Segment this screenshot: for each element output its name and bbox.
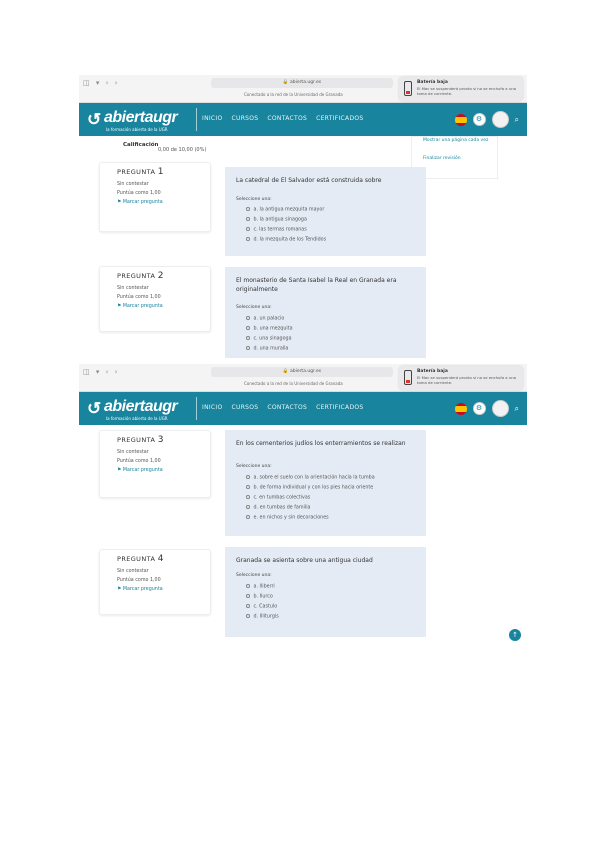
radio-icon[interactable] <box>246 217 250 221</box>
site-header <box>79 392 527 425</box>
network-banner: Conectado a la red de la Universidad de Granada <box>244 381 343 386</box>
radio-icon[interactable] <box>246 515 250 519</box>
radio-icon[interactable] <box>246 594 250 598</box>
site-logo[interactable] <box>83 106 191 133</box>
question-status: Sin contestar <box>117 450 149 455</box>
answer-option[interactable]: c. una sinagoga <box>246 336 292 341</box>
answer-option[interactable]: b. una mezquita <box>246 326 293 331</box>
site-logo[interactable] <box>83 395 191 422</box>
show-one-page-link[interactable]: Mostrar una página cada vez <box>423 138 489 143</box>
network-banner: Conectado a la red de la Universidad de Granada <box>244 92 343 97</box>
answers-label: Seleccione una: <box>236 305 272 310</box>
radio-icon[interactable] <box>246 326 250 330</box>
answer-option[interactable]: d. la mezquita de los Tendidos <box>246 237 326 242</box>
radio-icon[interactable] <box>246 614 250 618</box>
flag-question-link[interactable]: ⚑ Marcar pregunta <box>117 304 163 309</box>
header-actions <box>455 400 519 417</box>
radio-icon[interactable] <box>246 475 250 479</box>
grade-value: 0,00 de 10,00 (0%) <box>158 147 207 153</box>
menu-item-inicio[interactable]: INICIO <box>202 115 223 122</box>
search-icon[interactable]: ⌕ <box>514 114 519 124</box>
question-number: PREGUNTA 2 <box>117 271 164 281</box>
nav-divider <box>196 108 197 131</box>
question-score: Puntúa como 1,00 <box>117 578 161 583</box>
menu-item-certificados[interactable]: CERTIFICADOS <box>316 115 364 122</box>
menu-item-inicio[interactable]: INICIO <box>202 404 223 411</box>
question-content <box>225 267 426 358</box>
flag-icon: ⚑ <box>117 200 123 205</box>
flag-icon: ⚑ <box>117 587 123 592</box>
radio-icon[interactable] <box>246 227 250 231</box>
logo-mark: ↺ <box>87 110 102 129</box>
browser-toolbar <box>79 364 527 392</box>
header-actions <box>455 111 519 128</box>
question-status: Sin contestar <box>117 569 149 574</box>
question-number: PREGUNTA 4 <box>117 554 164 564</box>
question-text: Granada se asienta sobre una antigua ciudad <box>236 557 373 564</box>
address-bar[interactable] <box>211 78 393 88</box>
url-text: abierta.ugr.es <box>289 80 322 85</box>
spain-flag-icon[interactable] <box>455 114 467 126</box>
browser-nav-controls[interactable]: ◫ ▾ ‹ › <box>83 368 120 376</box>
arrow-up-icon[interactable]: ↑ <box>509 629 521 641</box>
site-header <box>79 103 527 136</box>
radio-icon[interactable] <box>246 207 250 211</box>
notification-body: El Mac se suspenderá pronto si no se enchufa a una toma de corriente. <box>417 86 516 96</box>
lock-icon: 🔒 <box>282 80 289 85</box>
main-menu <box>202 404 364 411</box>
question-info-card <box>99 266 211 332</box>
menu-item-cursos[interactable]: CURSOS <box>231 404 259 411</box>
notification-body: El Mac se suspenderá pronto si no se enchufa a una toma de corriente. <box>417 375 516 385</box>
battery-notification[interactable] <box>399 77 523 101</box>
answer-option[interactable]: d. en tumbas de familia <box>246 505 310 510</box>
question-content <box>225 430 426 536</box>
question-score: Puntúa como 1,00 <box>117 295 161 300</box>
main-menu <box>202 115 364 122</box>
radio-icon[interactable] <box>246 505 250 509</box>
radio-icon[interactable] <box>246 316 250 320</box>
browser-toolbar <box>79 75 527 103</box>
screenshot-1 <box>79 75 527 358</box>
answers-label: Seleccione una: <box>236 464 272 469</box>
search-icon[interactable]: ⌕ <box>514 403 519 413</box>
answer-option[interactable]: b. la antigua sinagoga <box>246 217 307 222</box>
answers-label: Seleccione una: <box>236 573 272 578</box>
battery-icon <box>404 370 412 385</box>
answer-option[interactable]: b. de forma individual y con los pies hacia oriente <box>246 485 373 490</box>
question-text: El monasterio de Santa Isabel la Real en Granada era originalmente <box>236 277 397 293</box>
question-text: En los cementerios judíos los enterramientos se realizan <box>236 440 406 447</box>
answer-option[interactable]: b. Ilurco <box>246 594 273 599</box>
question-info-card <box>99 430 211 498</box>
answer-option[interactable]: a. sobre el suelo con la orientación hacia la tumba <box>246 475 375 480</box>
radio-icon[interactable] <box>246 336 250 340</box>
question-number: PREGUNTA 1 <box>117 167 164 177</box>
answer-option[interactable]: c. en tumbas colectivas <box>246 495 310 500</box>
question-info-card <box>99 162 211 232</box>
spain-flag-icon[interactable] <box>455 403 467 415</box>
menu-item-contactos[interactable]: CONTACTOS <box>267 404 308 411</box>
grade-label: Calificación <box>123 142 159 148</box>
battery-notification[interactable] <box>399 366 523 390</box>
address-bar[interactable] <box>211 367 393 377</box>
radio-icon[interactable] <box>246 604 250 608</box>
question-number: PREGUNTA 3 <box>117 435 164 445</box>
question-text: La catedral de El Salvador está construida sobre <box>236 177 382 184</box>
flag-icon: ⚑ <box>117 468 123 473</box>
answer-option[interactable]: a. la antigua mezquita mayor <box>246 207 324 212</box>
menu-item-certificados[interactable]: CERTIFICADOS <box>316 404 364 411</box>
logo-word: abiertaugr <box>104 109 178 126</box>
settings-icon[interactable]: ⚙ <box>473 402 486 415</box>
flag-question-link[interactable]: ⚑ Marcar pregunta <box>117 587 163 592</box>
notification-title: Batería baja <box>417 369 448 374</box>
question-status: Sin contestar <box>117 286 149 291</box>
answer-option[interactable]: e. en nichos y sin decoraciones <box>246 515 329 520</box>
logo-word: abiertaugr <box>104 398 178 415</box>
radio-icon[interactable] <box>246 495 250 499</box>
logo-tagline: la formación abierta de la UGR <box>106 127 168 132</box>
answers-label: Seleccione una: <box>236 197 272 202</box>
question-content <box>225 547 426 637</box>
question-score: Puntúa como 1,00 <box>117 459 161 464</box>
radio-icon[interactable] <box>246 237 250 241</box>
question-status: Sin contestar <box>117 182 149 187</box>
answer-option[interactable]: d. Illiturgis <box>246 614 279 619</box>
avatar[interactable] <box>492 400 509 417</box>
answer-option[interactable]: a. Iliberri <box>246 584 275 589</box>
flag-question-link[interactable]: ⚑ Marcar pregunta <box>117 200 163 205</box>
menu-item-cursos[interactable]: CURSOS <box>231 115 259 122</box>
settings-icon[interactable]: ⚙ <box>473 113 486 126</box>
notification-title: Batería baja <box>417 80 448 85</box>
answer-option[interactable]: a. un palacio <box>246 316 284 321</box>
screenshot-2 <box>79 364 527 645</box>
browser-nav-controls[interactable]: ◫ ▾ ‹ › <box>83 79 120 87</box>
logo-tagline: la formación abierta de la UGR <box>106 416 168 421</box>
radio-icon[interactable] <box>246 584 250 588</box>
flag-question-link[interactable]: ⚑ Marcar pregunta <box>117 468 163 473</box>
radio-icon[interactable] <box>246 485 250 489</box>
question-content <box>225 167 426 256</box>
question-info-card <box>99 549 211 615</box>
battery-icon <box>404 81 412 96</box>
lock-icon: 🔒 <box>282 369 289 374</box>
radio-icon[interactable] <box>246 346 250 350</box>
question-score: Puntúa como 1,00 <box>117 191 161 196</box>
finish-review-link[interactable]: Finalizar revisión <box>423 156 461 161</box>
answer-option[interactable]: c. las termas romanas <box>246 227 307 232</box>
answer-option[interactable]: c. Castulo <box>246 604 277 609</box>
url-text: abierta.ugr.es <box>289 369 322 374</box>
answer-option[interactable]: d. una muralla <box>246 346 288 351</box>
avatar[interactable] <box>492 111 509 128</box>
menu-item-contactos[interactable]: CONTACTOS <box>267 115 308 122</box>
logo-mark: ↺ <box>87 399 102 418</box>
flag-icon: ⚑ <box>117 304 123 309</box>
nav-divider <box>196 397 197 420</box>
